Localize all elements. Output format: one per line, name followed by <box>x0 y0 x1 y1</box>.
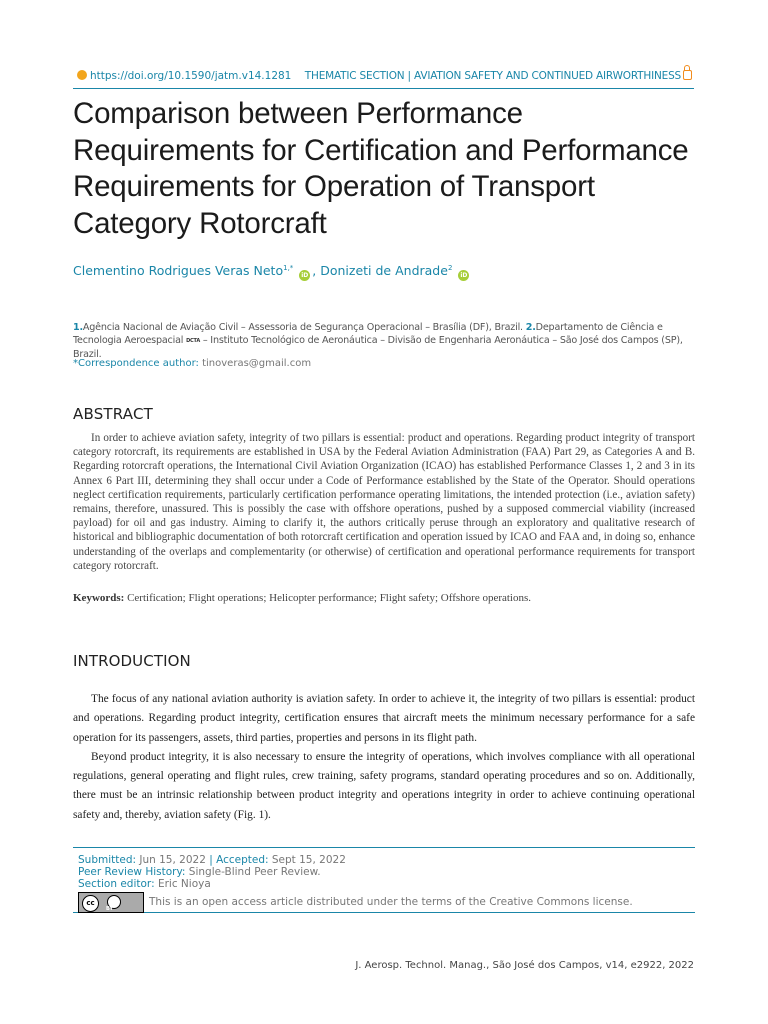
author-affiliation-mark: 2 <box>447 263 453 272</box>
by-label: BY <box>106 906 114 912</box>
submitted-date: Jun 15, 2022 <box>136 854 206 866</box>
peer-review-type: Single-Blind Peer Review. <box>185 866 321 878</box>
cc-icon: cc <box>82 895 99 912</box>
keywords-text: Certification; Flight operations; Helicopter performance; Flight safety; Offshore operations. <box>124 592 532 604</box>
doi-icon <box>77 70 87 80</box>
journal-reference: J. Aerosp. Technol. Manag., São José dos Campos, v14, e2922, 2022 <box>355 960 694 971</box>
header-bar <box>73 68 694 89</box>
accepted-label: Accepted: <box>216 854 269 866</box>
orcid-icon[interactable]: iD <box>301 272 309 279</box>
section-editor-name: Eric Nioya <box>154 878 211 890</box>
abstract-heading: ABSTRACT <box>73 405 154 423</box>
doi-text[interactable]: https://doi.org/10.1590/jatm.v14.1281 <box>90 70 292 82</box>
peer-review <box>78 866 321 878</box>
creative-commons-badge[interactable] <box>78 892 144 913</box>
orcid-icon[interactable]: iD <box>460 272 468 279</box>
affiliations <box>73 321 698 361</box>
open-access-icon <box>683 70 692 80</box>
affiliation-number: 2. <box>525 322 536 333</box>
submitted-label: Submitted: <box>78 854 137 866</box>
affiliation-number: 1. <box>73 322 83 333</box>
section-label: THEMATIC SECTION | AVIATION SAFETY AND CONTINUED AIRWORTHINESS <box>304 70 681 82</box>
affiliation-text: Departamento de Ciência e Tecnologia Aeroespacial <box>73 322 663 346</box>
introduction-heading: INTRODUCTION <box>73 652 191 670</box>
paragraph: Beyond product integrity, it is also necessary to ensure the integrity of operations, which involves compliance with all operational regulations, general operating and flight rules, crew training, safety programs, standard operating procedures and so on. Additionally, there must be an intrinsic relationship between product integrity and operations integrity in order to achieve continuing operational safety and, thereby, aviation safety (Fig. 1). <box>73 750 695 821</box>
peer-review-label: Peer Review History: <box>78 866 186 878</box>
correspondence-label: *Correspondence author: <box>73 358 199 369</box>
author-affiliation-mark: 1,* <box>283 263 294 272</box>
keywords-label: Keywords: <box>73 592 125 604</box>
thematic-section <box>305 70 692 82</box>
correspondence <box>73 358 311 369</box>
abstract-text: In order to achieve aviation safety, integrity of two pillars is essential: product and operations. Regarding product integrity of transport category rotorcraft, its requirements are established in USA by the Federal Aviation Administration (FAA) Part 29, as Categories A and B. Regarding rotorcraft operations, the International Civil Aviation Organization (ICAO) has established Performance Classes 1, 2 and 3 in its Annex 6 Part III, determining they shall occur under a Code of Performance established by the State of the Operator. Should operations neglect certification requirements, particularly certification performance operating limitations, the intended protection (i.e., aviation safety) remains, therefore, unassured. This is possibly the case with offshore operations, pushed by a supposed commercial viability (increased payload) for oil and gas industry. Aiming to clarify it, the authors critically peruse through an exploratory and qualitative research of historical and bibliographic documentation of both rotorcraft certification and operation issued by ICAO and FAA and, in doing so, enhance understanding of the overlaps and complementarity (or otherwise) of certification and operational performance requirements for transport category rotorcraft. <box>73 432 695 572</box>
submission-info <box>73 847 695 913</box>
author-name[interactable]: Clementino Rodrigues Veras Neto <box>73 263 284 278</box>
submission-dates <box>78 854 346 866</box>
affiliation-text: – Instituto Tecnológico de Aeronáutica – Divisão de Engenharia Aeronáutica – São José dos Campos (SP), Brazil. <box>73 335 683 360</box>
dcta-logo: DCTA <box>186 338 201 344</box>
article-title: Comparison between Performance Requirements for Certification and Performance Requirements for Operation of Transport Category Rotorcraft <box>73 97 689 240</box>
keywords <box>73 592 531 604</box>
author-separator: , <box>312 263 321 278</box>
affiliation-text: Agência Nacional de Aviação Civil – Assessoria de Segurança Operacional – Brasília (DF), Brazil. <box>82 322 526 333</box>
doi-link[interactable] <box>77 70 291 82</box>
correspondence-email[interactable]: tinoveras@gmail.com <box>202 358 312 369</box>
author-name[interactable]: Donizeti de Andrade <box>320 263 448 278</box>
author-list <box>73 263 471 281</box>
date-separator: | <box>205 854 217 866</box>
section-editor <box>78 878 211 890</box>
license-text: This is an open access article distributed under the terms of the Creative Commons license. <box>149 896 633 908</box>
section-editor-label: Section editor: <box>78 878 155 890</box>
paragraph: The focus of any national aviation authority is aviation safety. In order to achieve it, the integrity of two pillars is essential: product and operations. Regarding product integrity, certification ensures that aircraft meets the minimum necessary performance for a safe operation for its passengers, assets, third parties, properties and persons in its flight path. <box>73 693 695 744</box>
introduction-body <box>73 690 695 825</box>
accepted-date: Sept 15, 2022 <box>268 854 346 866</box>
